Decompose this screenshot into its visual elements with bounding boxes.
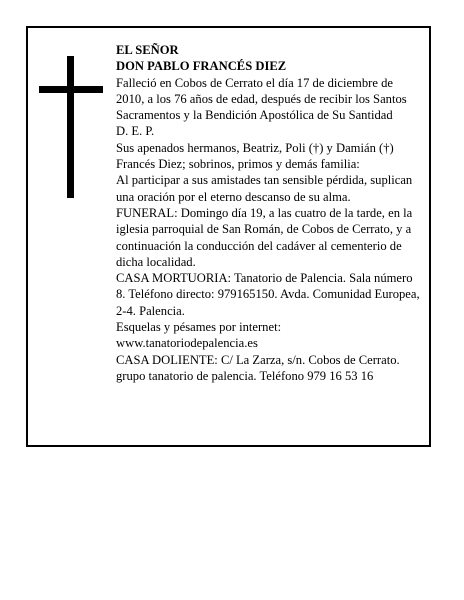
funeral-details: FUNERAL: Domingo día 19, a las cuatro de la tarde, en la iglesia parroquial de San Román, de Cobos de Cerrato, y a continuación la conducción del cadáver al cementerio de dicha localidad. <box>116 205 413 269</box>
obituary-notice <box>26 26 431 447</box>
prayer-request: Al participar a sus amistades tan sensible pérdida, suplican una oración por el eterno descanso de su alma. <box>116 173 413 204</box>
mourning-house-address: CASA DOLIENTE: C/ La Zarza, s/n. Cobos de Cerrato. <box>116 352 400 367</box>
deceased-name: DON PABLO FRANCÉS DIEZ <box>116 59 287 74</box>
internet-condolences-label: Esquelas y pésames por internet: <box>116 320 282 335</box>
cross-vertical-bar <box>67 56 74 198</box>
rip-abbreviation: D. E. P. <box>116 124 155 139</box>
cross-horizontal-bar <box>39 86 103 93</box>
funeral-group-phone: grupo tanatorio de palencia. Teléfono 979 16 53 16 <box>116 368 374 383</box>
deceased-title: EL SEÑOR <box>116 43 179 57</box>
mortuary-details: CASA MORTUORIA: Tanatorio de Palencia. Sala número 8. Teléfono directo: 979165150. Avda. Comunidad Europea, 2-4. Palencia. <box>116 271 420 318</box>
family-mourners: Sus apenados hermanos, Beatriz, Poli (†) y Damián (†) Francés Diez; sobrinos, primos y demás familia: <box>116 140 394 172</box>
death-announcement: Falleció en Cobos de Cerrato el día 17 de diciembre de 2010, a los 76 años de edad, después de recibir los Santos Sacramentos y la Bendición Apostólica de Su Santidad <box>116 75 407 123</box>
funeral-home-website: www.tanatoriodepalencia.es <box>116 336 258 351</box>
notice-text <box>116 42 424 384</box>
latin-cross-icon <box>39 56 103 198</box>
